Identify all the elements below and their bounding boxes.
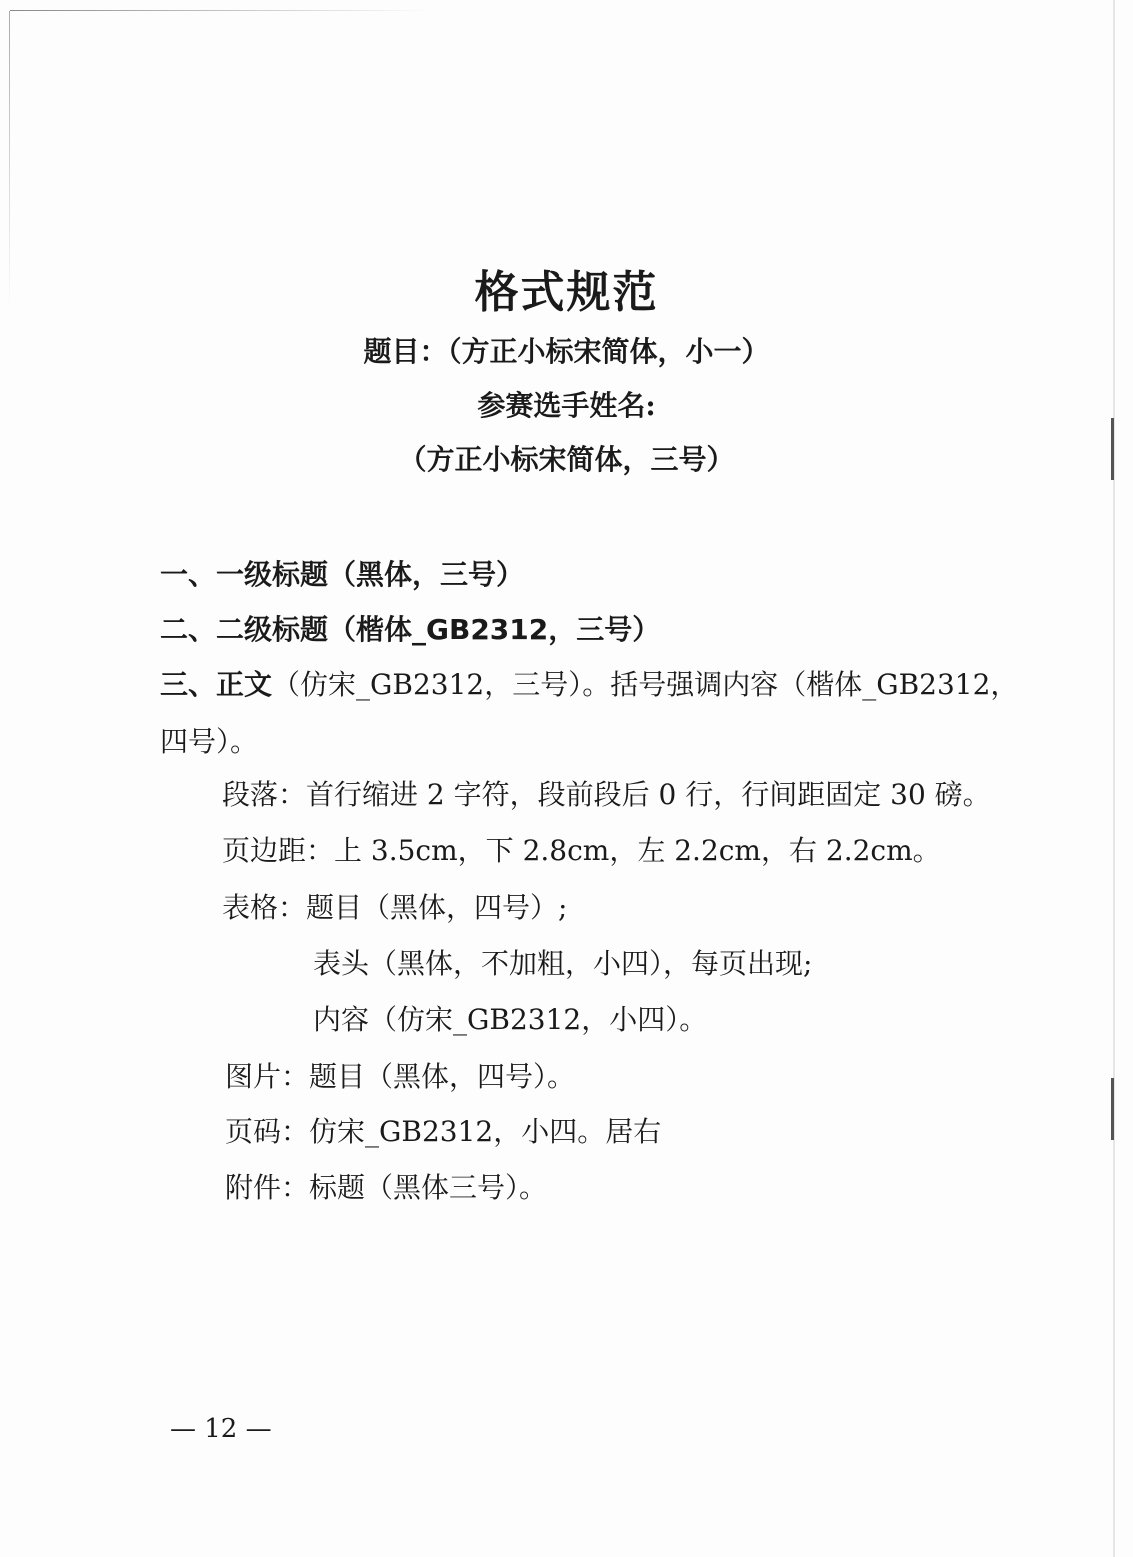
paragraph-rule: 段落：首行缩进 2 字符，段前段后 0 行，行间距固定 30 磅。 bbox=[222, 778, 991, 811]
page-number-rule: 页码：仿宋_GB2312，小四。居右 bbox=[225, 1115, 662, 1148]
table-header-rule: 表头（黑体，不加粗，小四），每页出现; bbox=[313, 947, 813, 980]
body-text-prefix: 三、正文 bbox=[160, 668, 273, 701]
binding-mark-lower bbox=[1111, 1078, 1114, 1140]
margin-rule: 页边距：上 3.5cm，下 2.8cm，左 2.2cm，右 2.2cm。 bbox=[222, 834, 941, 867]
attachment-rule: 附件：标题（黑体三号）。 bbox=[225, 1171, 548, 1204]
page-number: — 12 — bbox=[170, 1414, 272, 1444]
body-text-line-2: 四号）。 bbox=[160, 725, 259, 758]
table-content-rule: 内容（仿宋_GB2312，小四）。 bbox=[313, 1003, 708, 1036]
page-title: 格式规范 bbox=[474, 267, 659, 318]
heading-level-1: 一、一级标题（黑体，三号） bbox=[160, 558, 525, 591]
subtitle-font-note: （方正小标宋简体，三号） bbox=[398, 443, 735, 476]
scan-edge-right bbox=[1113, 0, 1115, 1557]
subtitle-contestant-name: 参赛选手姓名: bbox=[477, 389, 656, 422]
scan-edge-top bbox=[10, 10, 430, 11]
subtitle-topic: 题目：（方正小标宋简体，小一） bbox=[363, 335, 770, 368]
body-text-line-1 bbox=[160, 663, 1018, 703]
body-text-rest: （仿宋_GB2312，三号）。括号强调内容（楷体_GB2312， bbox=[272, 668, 1019, 701]
table-title-rule: 表格：题目（黑体，四号）; bbox=[222, 891, 568, 924]
heading-level-2: 二、二级标题（楷体_GB2312，三号） bbox=[160, 613, 661, 646]
figure-rule: 图片：题目（黑体，四号）。 bbox=[225, 1060, 576, 1093]
